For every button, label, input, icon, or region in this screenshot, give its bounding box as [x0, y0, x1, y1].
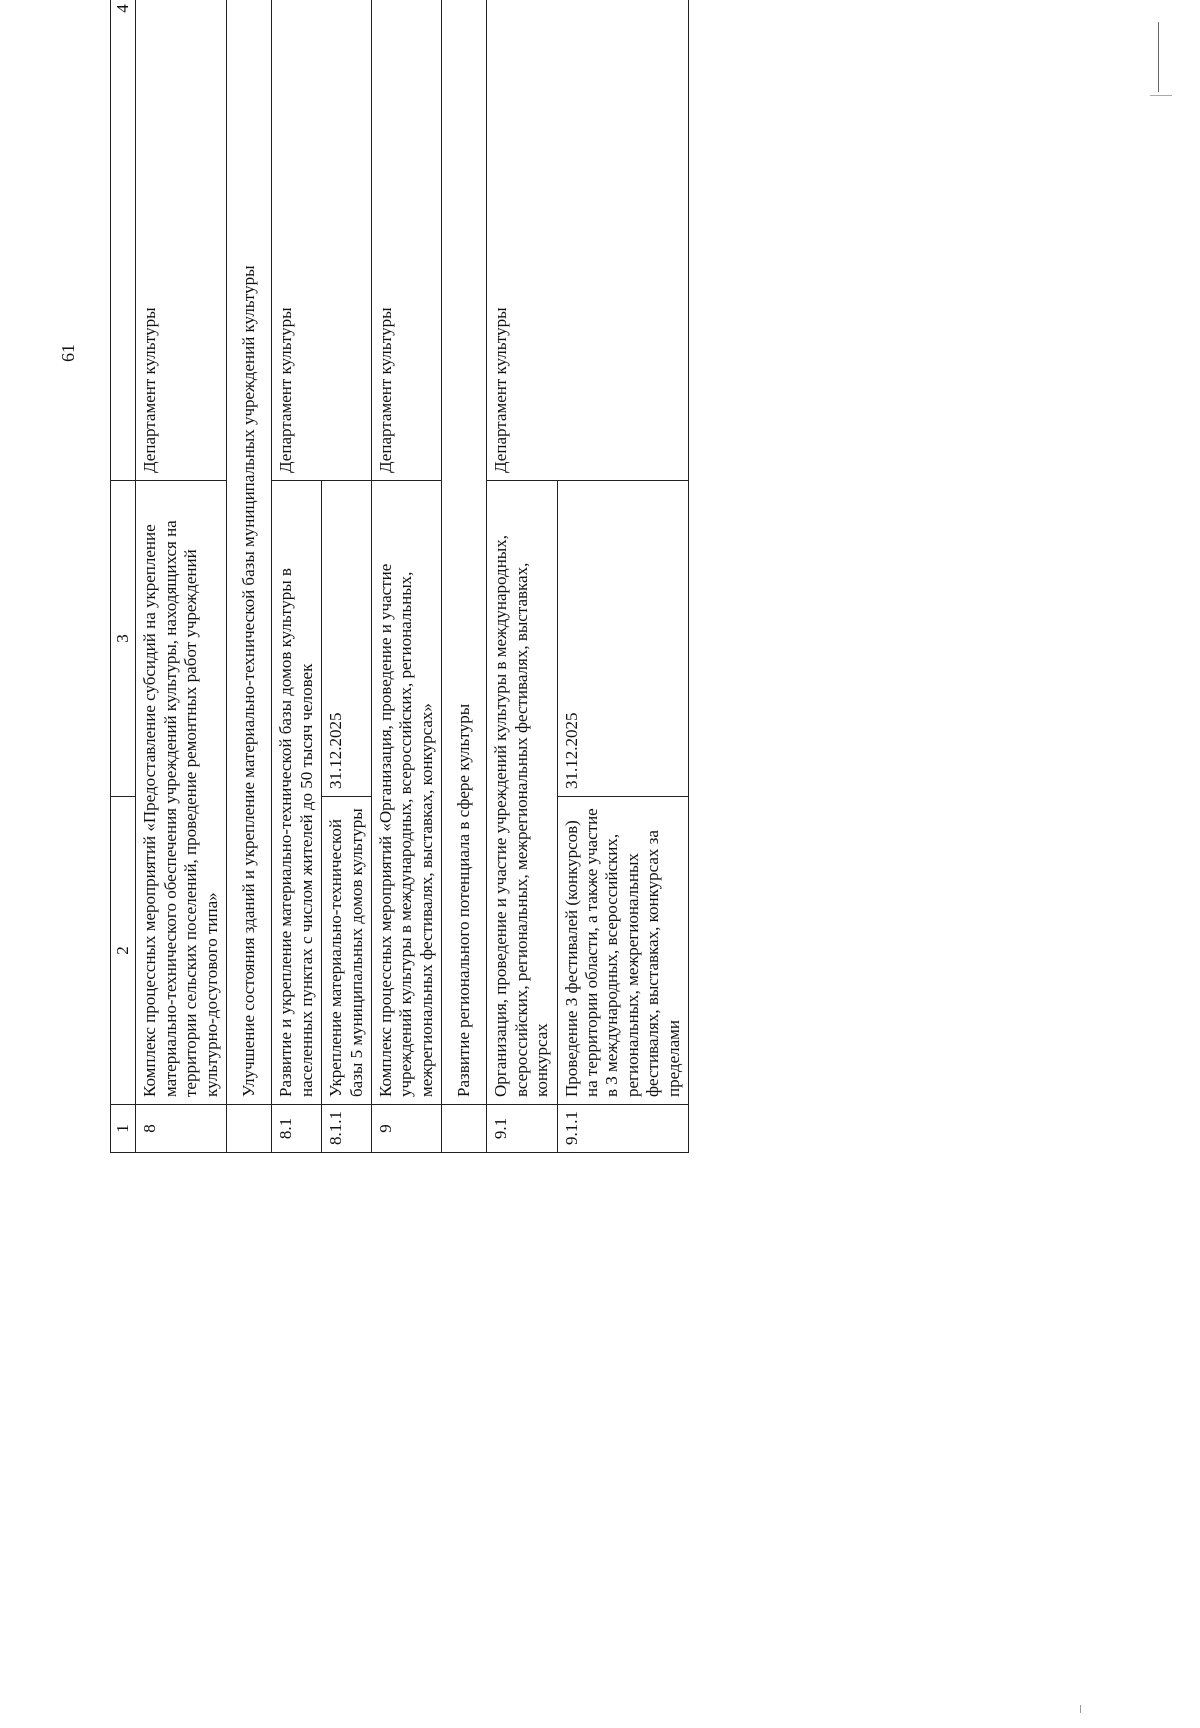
row-number [226, 1105, 271, 1153]
table-row [136, 0, 227, 1153]
row-number: 8.1.1 [322, 1105, 372, 1153]
row-date: 31.12.2025 [557, 481, 688, 797]
row-number: 9.1.1 [557, 1105, 688, 1153]
row-responsible: Департамент культуры [487, 0, 689, 481]
section-title: Улучшение состояния зданий и укрепление материально-технической базы муниципальных учреждений культуры [226, 0, 271, 1105]
row-number: 8 [136, 1105, 227, 1153]
row-responsible: Департамент культуры [272, 0, 372, 481]
row-number: 9.1 [487, 1105, 557, 1153]
row-description: Комплекс процессных мероприятий «Организация, проведение и участие учреждений культуры в международных, всероссийских, региональных, межрегиональных фестивалях, выставках, конкурсах» [371, 481, 441, 1105]
scan-mark [1158, 22, 1159, 92]
header-col-1: 1 [111, 1105, 136, 1153]
row-date: 31.12.2025 [322, 481, 372, 797]
header-col-2: 2 [111, 797, 136, 1105]
header-col-3: 3 [111, 481, 136, 797]
row-number [442, 1105, 487, 1153]
section-row [442, 0, 487, 1153]
scan-mark [1150, 95, 1172, 96]
page-number: 61 [58, 344, 78, 362]
row-responsible: Департамент культуры [371, 0, 441, 481]
table-row [272, 0, 322, 1153]
row-description: Укрепление материально-технической базы 5 муниципальных домов культуры [322, 797, 372, 1105]
section-row [226, 0, 271, 1153]
header-col-4: 4 [111, 0, 136, 481]
section-title: Развитие регионального потенциала в сфере культуры [442, 0, 487, 1105]
row-description: Комплекс процессных мероприятий «Предоставление субсидий на укрепление материально-технического обеспечения учреждений культуры, находящихся на территории сельских поселений, проведение ремонтных работ учреждений культурно-досугового типа» [136, 481, 227, 1105]
table-header-row [111, 0, 136, 1153]
row-description: Развитие и укрепление материально-технической базы домов культуры в населенных пунктах с числом жителей до 50 тысяч человек [272, 481, 322, 1105]
row-number: 9 [371, 1105, 441, 1153]
activities-table [110, 0, 689, 1153]
row-number: 8.1 [272, 1105, 322, 1153]
table-row [487, 0, 557, 1153]
row-responsible: Департамент культуры [136, 0, 227, 481]
row-description: Организация, проведение и участие учреждений культуры в международных, всероссийских, региональных, межрегиональных фестивалях, выставках, конкурсах [487, 481, 557, 1105]
row-description: Проведение 3 фестивалей (конкурсов) на территории области, а также участие в 3 международных, всероссийских, региональных, межрегиональных фестивалях, выставках, конкурсах за пределами [557, 797, 688, 1105]
table-row [371, 0, 441, 1153]
scan-mark [1080, 1705, 1081, 1713]
